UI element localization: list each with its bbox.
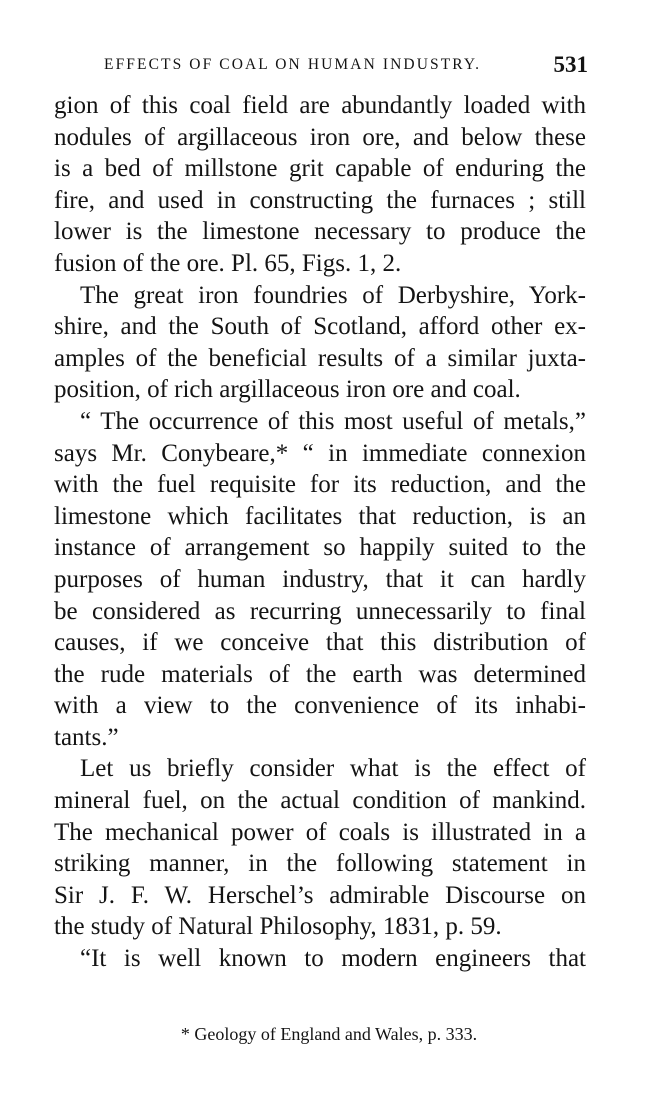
text-line: limestone which facilitates that reduction, is an — [54, 502, 586, 530]
text-line: with the fuel requisite for its reduction, and the — [54, 471, 586, 499]
running-title: EFFECTS OF COAL ON HUMAN INDUSTRY. — [104, 56, 482, 73]
text-line: gion of this coal field are abundantly loaded with — [54, 92, 586, 119]
text-line: striking manner, in the following statement in — [54, 850, 586, 878]
text-line: “ The occurrence of this most useful of metals,” — [80, 407, 586, 435]
text-line: position, of rich argillaceous iron ore and coal. — [54, 376, 521, 404]
text-line: mineral fuel, on the actual condition of mankind. — [54, 787, 586, 815]
text-line: “It is well known to modern engineers that — [80, 945, 586, 973]
text-line: The great iron foundries of Derbyshire, York- — [80, 281, 586, 309]
text-line: causes, if we conceive that this distribution of — [54, 629, 586, 657]
text-line: with a view to the convenience of its inhabi- — [54, 692, 586, 720]
text-line: fire, and used in constructing the furnaces ; still — [54, 186, 586, 214]
page-number: 531 — [553, 52, 588, 77]
text-line: amples of the beneficial results of a similar juxta- — [54, 344, 586, 372]
text-line: The mechanical power of coals is illustrated in a — [54, 818, 586, 846]
text-line: purposes of human industry, that it can hardly — [54, 565, 586, 593]
text-line: be considered as recurring unnecessarily to final — [54, 597, 586, 625]
text-line: Sir J. F. W. Herschel’s admirable Discourse on — [54, 881, 586, 909]
text-line: the study of Natural Philosophy, 1831, p. 59. — [54, 913, 502, 941]
body-text — [54, 90, 586, 975]
text-line: is a bed of millstone grit capable of enduring the — [54, 155, 586, 183]
text-line: says Mr. Conybeare,* “ in immediate connexion — [54, 439, 586, 467]
text-line: fusion of the ore. Pl. 65, Figs. 1, 2. — [54, 249, 402, 277]
running-head — [104, 52, 592, 82]
text-line: shire, and the South of Scotland, afford other ex- — [54, 313, 586, 341]
text-line: the rude materials of the earth was determined — [54, 660, 586, 688]
text-line: instance of arrangement so happily suited to the — [54, 534, 586, 562]
text-line: Let us briefly consider what is the effect of — [80, 755, 586, 783]
text-line: tants.” — [54, 723, 119, 751]
text-line: nodules of argillaceous iron ore, and below these — [54, 123, 586, 151]
footnote: * Geology of England and Wales, p. 333. — [180, 1024, 478, 1044]
text-line: lower is the limestone necessary to produce the — [54, 218, 586, 246]
